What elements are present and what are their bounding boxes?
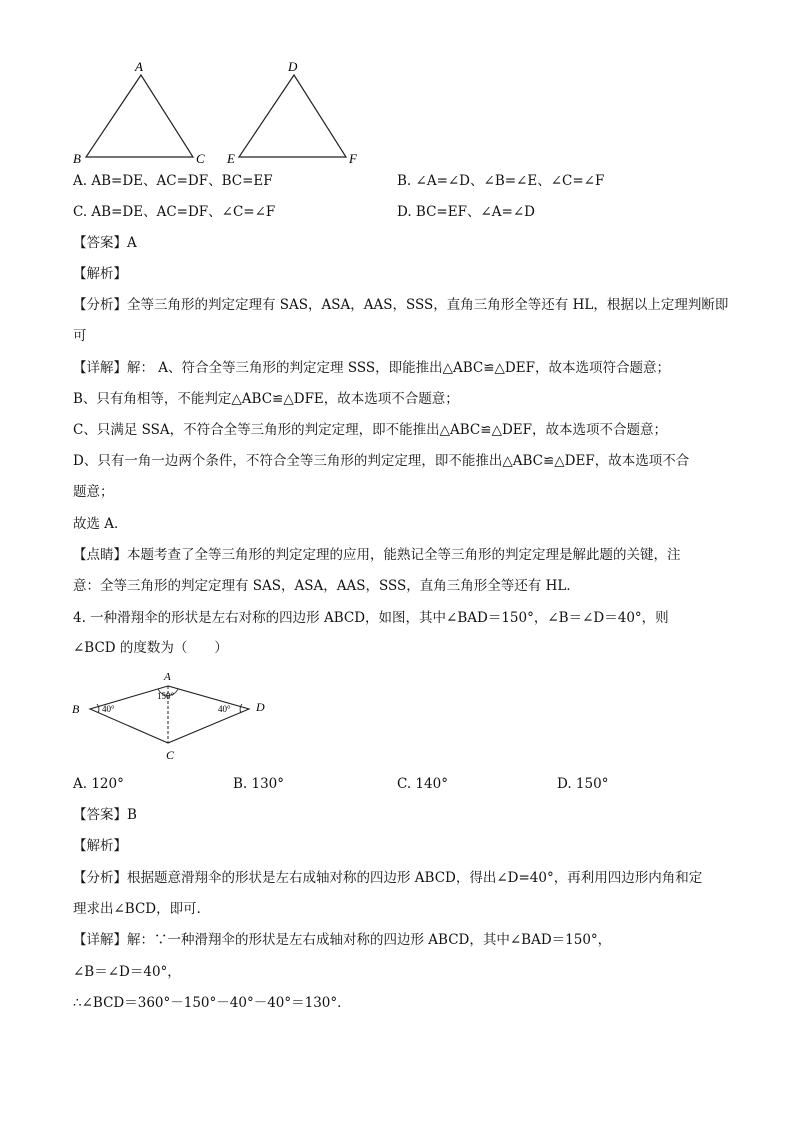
q4-jiexi: 【解析】 — [73, 838, 127, 854]
q3-detail-line3: C、只满足 SSA，不符合全等三角形的判定定理，即不能推出△ABC≌△DEF，故本选项不合题意； — [73, 422, 667, 438]
q3-comment-line2: 意：全等三角形的判定定理有 SAS，ASA，AAS，SSS，直角三角形全等还有 HL． — [73, 578, 580, 594]
kite-angle-b: 40° — [102, 704, 115, 714]
q3-jiexi: 【解析】 — [73, 266, 127, 282]
q4-detail-line2: ∠B＝∠D＝40°， — [73, 964, 181, 980]
q3-detail-line4: D、只有一角一边两个条件，不符合全等三角形的判定定理，即不能推出△ABC≌△DEF，故本选项不合 — [73, 453, 690, 469]
q3-choose: 故选 A． — [73, 516, 128, 532]
q3-answer: 【答案】A — [73, 235, 137, 251]
q4-answer: 【答案】B — [73, 807, 137, 823]
triangle-def — [239, 75, 346, 157]
kite-label-a: A — [164, 671, 171, 683]
q3-detail-line1: 【详解】解： A、符合全等三角形的判定定理 SSS，即能推出△ABC≌△DEF，故本选项符合题意； — [73, 360, 670, 376]
q4-option-d: D. 150° — [557, 776, 609, 792]
q4-option-b: B. 130° — [233, 776, 285, 792]
label-b: B — [73, 151, 81, 166]
q3-comment-line1: 【点睛】本题考查了全等三角形的判定定理的应用，能熟记全等三角形的判定定理是解此题的关键，注 — [73, 547, 681, 563]
q3-analysis-line2: 可 — [73, 328, 87, 344]
label-d: D — [288, 59, 298, 74]
q4-option-c: C. 140° — [397, 776, 448, 792]
figure-kite — [66, 666, 286, 766]
q3-option-b: B. ∠A=∠D、∠B=∠E、∠C=∠F — [397, 173, 605, 189]
q4-stem-line2: ∠BCD 的度数为（ ） — [73, 640, 228, 656]
q3-detail-line5: 题意； — [73, 484, 114, 500]
label-e: E — [227, 151, 235, 166]
figure-triangles — [60, 55, 380, 173]
q4-analysis-line2: 理求出∠BCD，即可． — [73, 901, 211, 917]
label-a: A — [135, 59, 143, 74]
q3-analysis-line1: 【分析】全等三角形的判定定理有 SAS，ASA，AAS，SSS，直角三角形全等还有 HL，根据以上定理判断即 — [73, 297, 729, 313]
kite-label-c: C — [166, 748, 175, 762]
kite-angle-d: 40° — [218, 704, 231, 714]
q3-option-a: A. AB=DE、AC=DF、BC=EF — [73, 173, 273, 189]
q4-detail-line3: ∴∠BCD＝360°－150°－40°－40°＝130°． — [73, 995, 351, 1011]
triangle-abc — [86, 75, 193, 157]
kite-angle-a: 150° — [157, 691, 175, 701]
q4-analysis-line1: 【分析】根据题意滑翔伞的形状是左右成轴对称的四边形 ABCD，得出∠D=40°，再利用四边形内角和定 — [73, 870, 703, 886]
q4-option-a: A. 120° — [73, 776, 124, 792]
q4-stem-line1: 4. 一种滑翔伞的形状是左右对称的四边形 ABCD，如图，其中∠BAD＝150°，∠B＝∠D＝40°，则 — [73, 610, 669, 626]
label-f: F — [349, 151, 357, 166]
q3-option-d: D. BC=EF、∠A=∠D — [397, 204, 535, 220]
q3-detail-line2: B、只有角相等，不能判定△ABC≌△DFE，故本选项不合题意； — [73, 391, 459, 407]
kite-label-b: B — [72, 702, 80, 716]
label-c: C — [196, 151, 205, 166]
q3-option-c: C. AB=DE、AC=DF、∠C=∠F — [73, 204, 276, 220]
q4-detail-line1: 【详解】解：∵一种滑翔伞的形状是左右成轴对称的四边形 ABCD，其中∠BAD＝150°， — [73, 932, 612, 948]
kite-label-d: D — [256, 700, 265, 714]
